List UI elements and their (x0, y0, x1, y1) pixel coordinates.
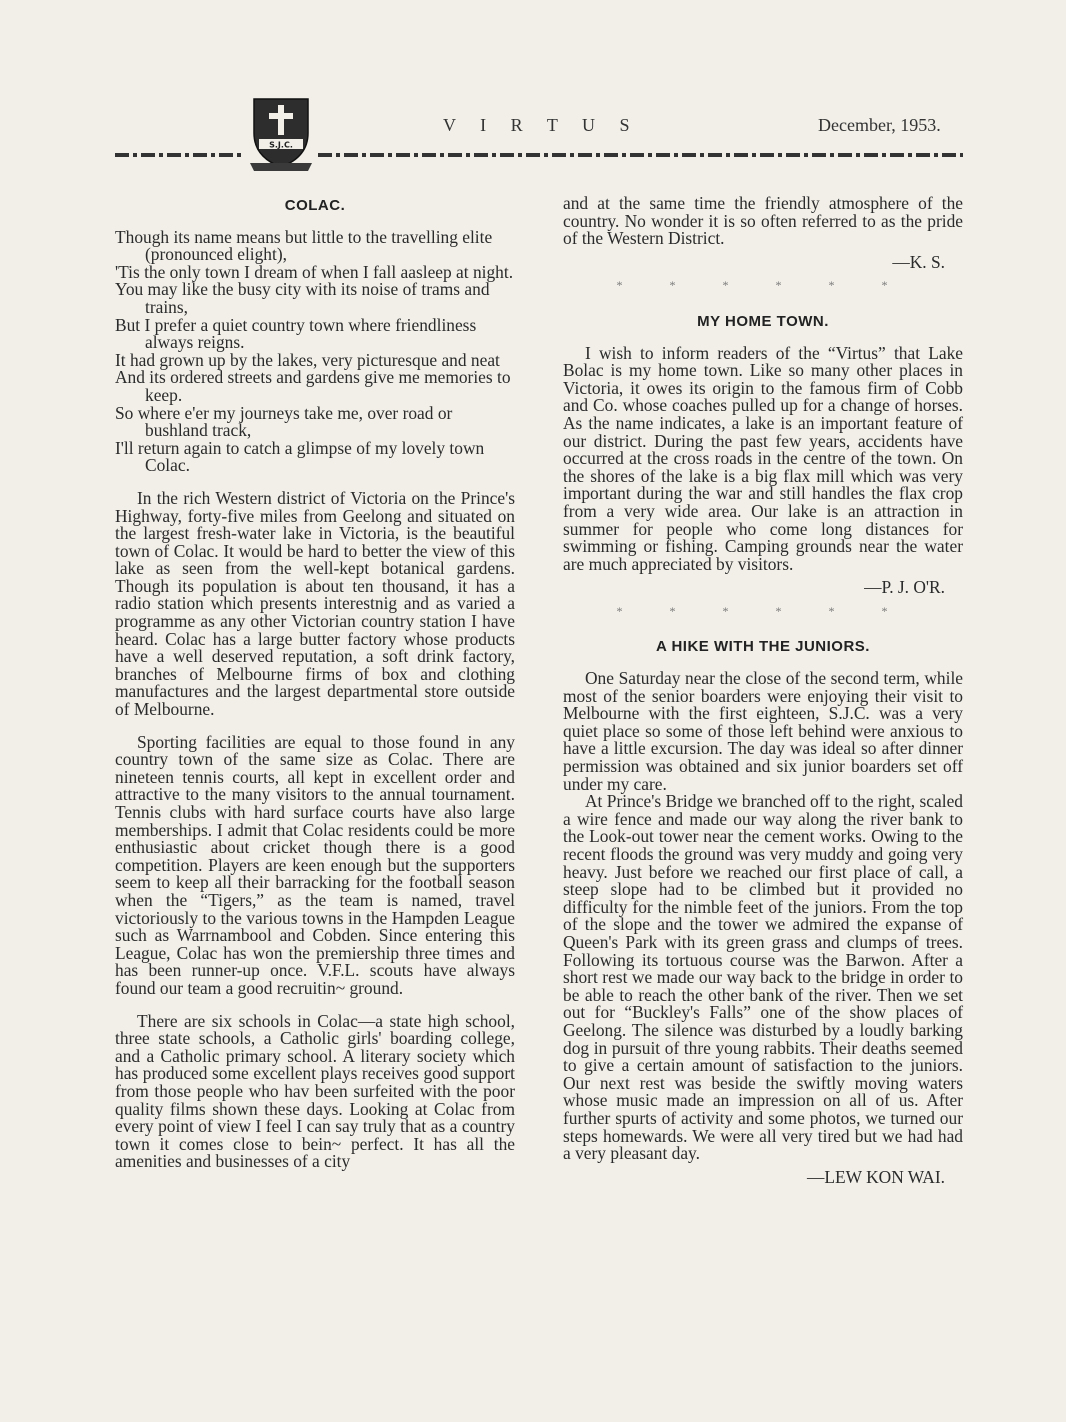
section-separator: * * * * * * (616, 278, 910, 293)
issue-date: December, 1953. (818, 115, 941, 135)
article-paragraph: I wish to inform readers of the “Virtus” that Lake Bolac is my home town. Like so many other places in Victoria, it owes its origin to the famous firm of Cobb and Co. whose coaches pulled up for a change of horses. As the name indicates, a lake is an important feature of our district. During the past few years, accidents have occurred at the cross roads in the centre of the town. On the shores of the lake is a big flax mill which was very important during the war and still handles the flax crop from a very wide area. Our lake is an attraction in summer for people who come long distances for swimming or fishing. Camping grounds near the water are much appreciated by visitors. (563, 342, 963, 574)
poem-line: You may like the busy city with its noise of trams and trains, (115, 279, 490, 317)
header-rule-left (115, 153, 243, 157)
section-separator: * * * * * * (616, 603, 910, 618)
poem-line: I'll return again to catch a glimpse of my lovely town Colac. (115, 437, 485, 476)
article-paragraph: One Saturday near the close of the second term, while most of the senior boarders were enjoying their visit to Melbourne with the first eighteen, S.J.C. was a very quiet place so some of those left behind were anxious to have a little excursion. The day was ideal so after dinner permission was obtained and six junior boarders set off under my care. (563, 668, 963, 794)
article-continuation: and at the same time the friendly atmosphere of the country. No wonder it is so often referred to as the pride of the Western District. (563, 193, 963, 249)
article-paragraph: Sporting facilities are equal to those found in any country town of the same size as Colac. There are nineteen tennis courts, all kept in excellent order and attractive to the many visitors to the annual tournament. Tennis clubs with hard surface courts have also large memberships. I admit that Colac residents could be more enthusiastic about cricket though there is a good competition. Players are keen enough but the supporters seem to keep all their barracking for the football season when the “Tigers,” as the team is named, travel victoriously to the various towns in the Hampden League such as Warrnambool and Cobden. Since entering this League, Colac has won the premiership three times and has been runner-up once. V.F.L. scouts have always found our team a good recruitin~ ground. (115, 731, 515, 998)
article-paragraph: There are six schools in Colac—a state high school, three state schools, a Catholic girls' boarding college, and a Catholic primary school. A literary society which has produced some excellent plays receives good support from those people who hav been surfeited with the poor quality films shown these days. Looking at Colac from every point of view I feel I can say truly that as a country town it comes close to bein~ perfect. It has all the amenities and businesses of a city (115, 1010, 515, 1172)
poem-line: 'Tis the only town I dream of when I fall aasleep at night. (115, 261, 514, 282)
poem (115, 226, 515, 476)
header-rule-right (318, 153, 963, 157)
poem-line: So where e'er my journeys take me, over road or bushland track, (115, 402, 453, 441)
magazine-title: V I R T U S (443, 115, 640, 135)
article-paragraph: In the rich Western district of Victoria on the Prince's Highway, forty-five miles from Geelong and situated on the largest fresh-water lake in Victoria, is the beautiful town of Colac. It would be hard to better the view of this lake as seen from the well-kept botanical gardens. Though its population is about ten thousand, it has a radio station which presents interestnig and as varied a programme as any other Victorian country station I have heard. Colac has a large butter factory whose products have a well deserved reputation, a soft drink factory, branches of Melbourne firms of box and clothing manufactures and the largest departmental store outside of Melbourne. (115, 487, 515, 720)
author-signature: —K. S. (892, 251, 945, 272)
college-crest-icon (246, 93, 316, 173)
poem-line: Though its name means but little to the travelling elite (pronounced elight), (115, 226, 493, 265)
poem-line: But I prefer a quiet country town where friendliness always reigns. (115, 314, 477, 353)
poem-line: It had grown up by the lakes, very picturesque and neat (115, 349, 500, 370)
left-column (115, 195, 515, 1171)
poem-line: And its ordered streets and gardens give me memories to keep. (115, 367, 511, 405)
crest-letters: S.J.C. (269, 140, 293, 150)
author-signature: —LEW KON WAI. (807, 1166, 945, 1187)
right-column (563, 195, 963, 1186)
article-heading-hike: A HIKE WITH THE JUNIORS. (656, 638, 870, 656)
faint-header-text (70, 125, 230, 135)
article-paragraph: At Prince's Bridge we branched off to the right, scaled a wire fence and made our way along the river bank to the Look-out tower near the cement works. Owing to the recent floods the ground was very muddy and going very heavy. Just before we reached our first place of call, a steep slope had to be climbed but it provided no difficulty for the nimble feet of the juniors. From the top of the slope and the tower we admired the expanse of Queen's Park with its green grass and clumps of trees. Following its tortuous course was the Barwon. After a short rest we made our way back to the bridge in order to be able to reach the other bank of the river. Then we set out for “Buckley's Falls” one of the show places of Geelong. The silence was disturbed by a loudly barking dog in pursuit of thre young rabbits. Their deaths seemed to give a certain amount of satisfaction to the juniors. Our next rest was beside the swiftly moving waters whose music made an impression on all of us. After further spurts of activity and some photos, we turned our steps homewards. We were all very tired but we had had a very pleasant day. (563, 791, 963, 1164)
author-signature: —P. J. O'R. (864, 577, 945, 598)
article-heading-colac: COLAC. (284, 197, 346, 214)
article-heading-home-town: MY HOME TOWN. (697, 312, 829, 330)
page-header (0, 85, 1066, 180)
